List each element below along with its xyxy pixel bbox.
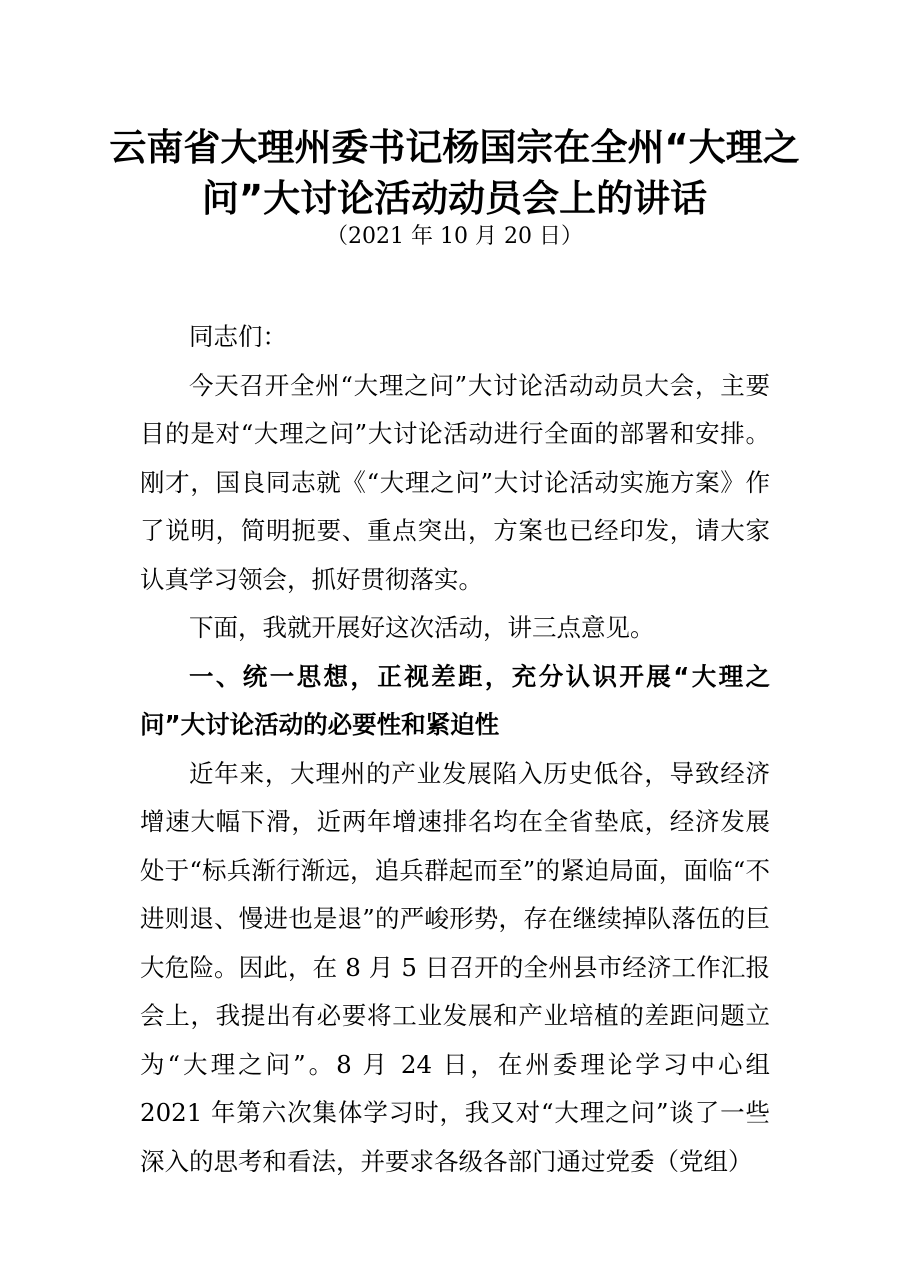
paragraph: 近年来，大理州的产业发展陷入历史低谷，导致经济增速大幅下滑，近两年增速排名均在全省垫底，经济发展处于“标兵渐行渐远，追兵群起而至”的紧迫局面，面临“不进则退、慢进也是退”的严峻形势，存在继续掉队落伍的巨大危险。因此，在 8 月 5 日召开的全州县市经济工作汇报会上，我提出有必要将工业发展和产业培植的差距问题立为“大理之问”。8 月 24 日，在州委理论学习中心组 2021 年第六次集体学习时，我又对“大理之问”谈了一些深入的思考和看法，并要求各级各部门通过党委（党组） — [140, 758, 770, 1176]
salutation: 同志们： — [189, 322, 287, 351]
paragraph: 下面，我就开展好这次活动，讲三点意见。 — [189, 613, 655, 642]
section-heading: 一、统一思想，正视差距，充分认识开展“大理之问”大讨论活动的必要性和紧迫性 — [140, 661, 770, 739]
document-title: 云南省大理州委书记杨国宗在全州“大理之问”大讨论活动动员会上的讲话 — [109, 126, 800, 220]
document-body — [140, 313, 770, 1186]
paragraph: 今天召开全州“大理之问”大讨论活动动员大会，主要目的是对“大理之问”大讨论活动进行全面的部署和安排。刚才，国良同志就《“大理之问”大讨论活动实施方案》作了说明，简明扼要、重点突出，方案也已经印发，请大家认真学习领会，抓好贯彻落实。 — [140, 370, 770, 594]
document-date: （2021 年 10 月 20 日） — [326, 224, 583, 249]
